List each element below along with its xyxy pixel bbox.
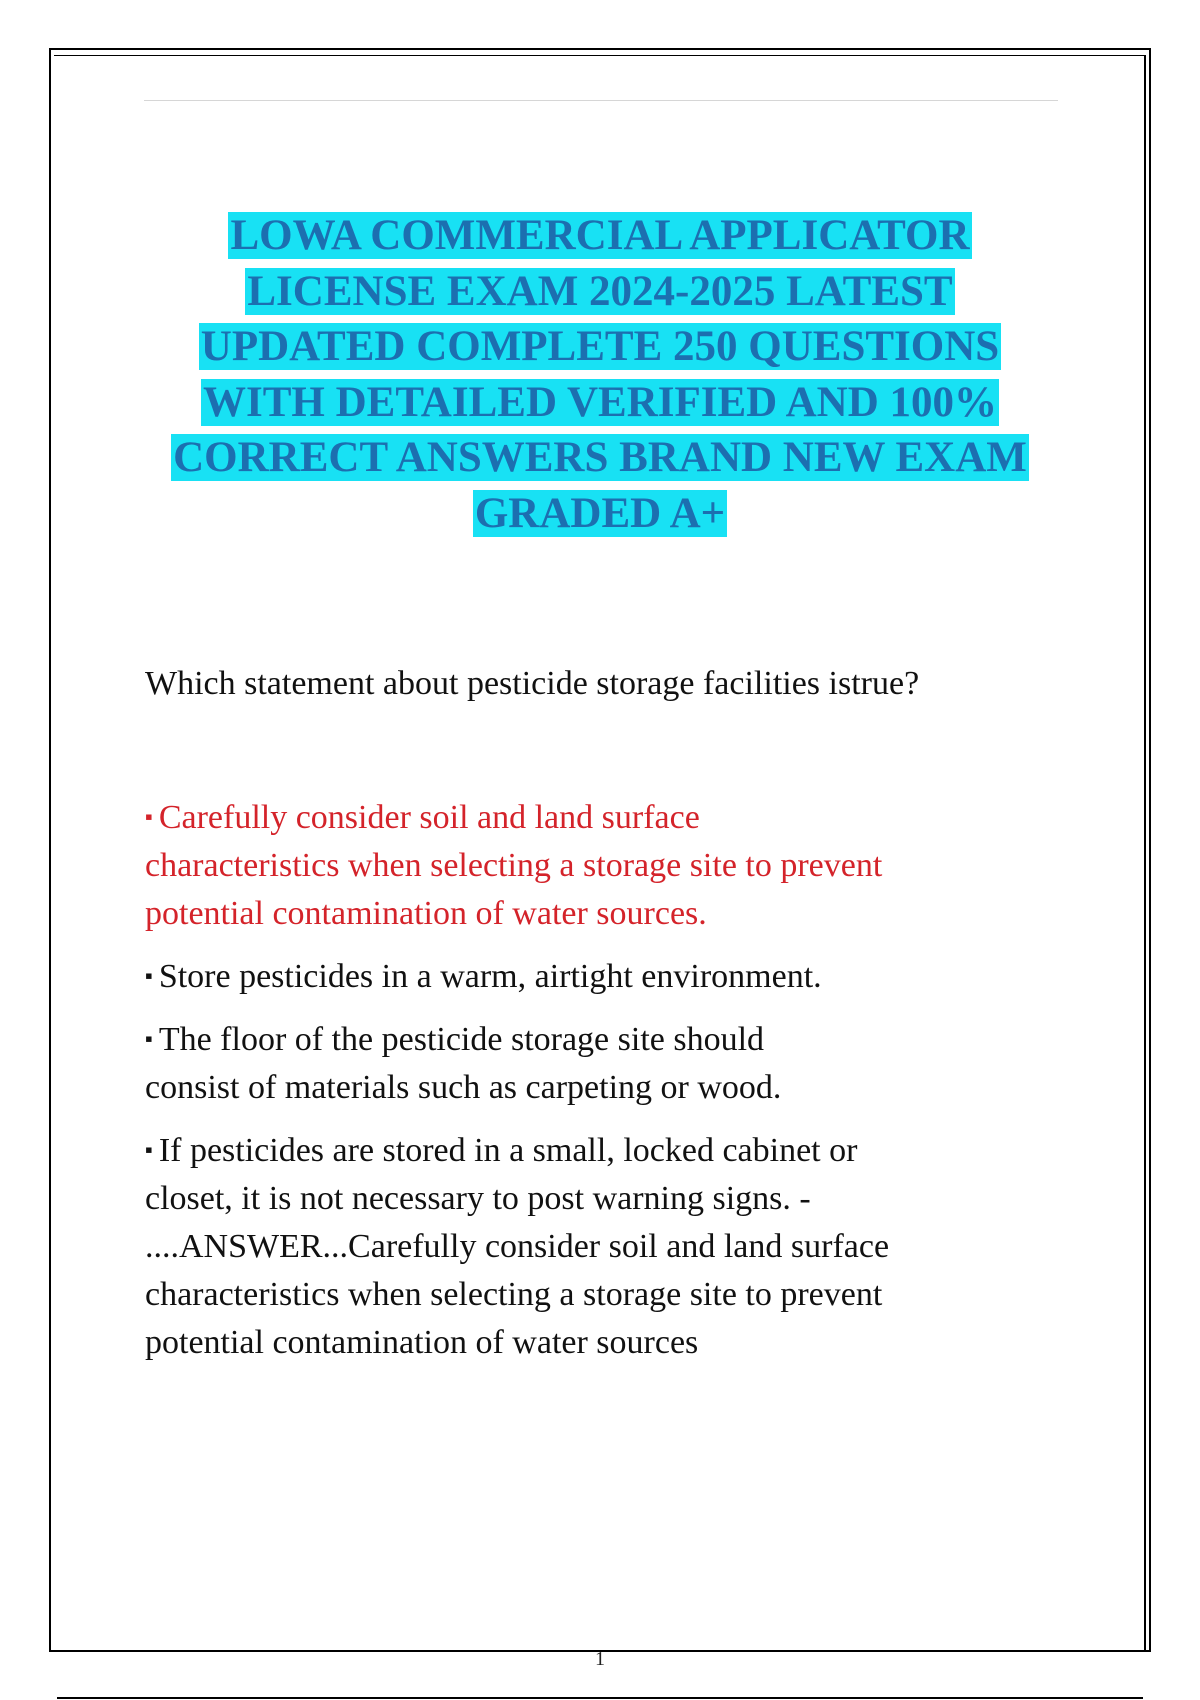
page-number: 1	[595, 1648, 605, 1670]
question-text: Which statement about pesticide storage facilities istrue?	[145, 665, 920, 702]
title-line: WITH DETAILED VERIFIED AND 100%	[202, 378, 998, 426]
bullet-icon: ▪	[145, 1026, 153, 1051]
answer-line: ....ANSWER...Carefully consider soil and land surface	[145, 1228, 890, 1265]
title-line: LOWA COMMERCIAL APPLICATOR	[230, 212, 970, 259]
title-line: LICENSE EXAM 2024-2025 LATEST	[247, 267, 953, 315]
option-item	[145, 1126, 1045, 1367]
document-title	[100, 208, 1100, 541]
header-rule	[144, 100, 1058, 101]
answer-line: characteristics when selecting a storage site to prevent	[145, 1276, 883, 1313]
bullet-icon: ▪	[145, 963, 153, 988]
option-line: The floor of the pesticide storage site should	[158, 1021, 765, 1058]
option-line: potential contamination of water sources.	[145, 895, 707, 932]
option-line: consist of materials such as carpeting or wood.	[145, 1069, 782, 1106]
option-line: characteristics when selecting a storage site to prevent	[145, 847, 883, 884]
answer-options	[145, 793, 1045, 1381]
option-line: Store pesticides in a warm, airtight environment.	[158, 958, 822, 995]
option-line: Carefully consider soil and land surface	[158, 799, 700, 836]
option-correct-answer	[145, 793, 1045, 938]
title-line: GRADED A+	[474, 489, 726, 537]
title-line: CORRECT ANSWERS BRAND NEW EXAM	[173, 434, 1027, 481]
option-line: closet, it is not necessary to post warning signs. -	[145, 1180, 811, 1217]
answer-line: potential contamination of water sources	[145, 1324, 699, 1361]
option-item	[145, 952, 1045, 1001]
bullet-icon: ▪	[145, 804, 153, 829]
footer-rule	[57, 1697, 1143, 1699]
option-line: If pesticides are stored in a small, locked cabinet or	[158, 1132, 858, 1169]
title-line: UPDATED COMPLETE 250 QUESTIONS	[200, 323, 1000, 370]
option-item	[145, 1015, 1045, 1112]
bullet-icon: ▪	[145, 1137, 153, 1162]
